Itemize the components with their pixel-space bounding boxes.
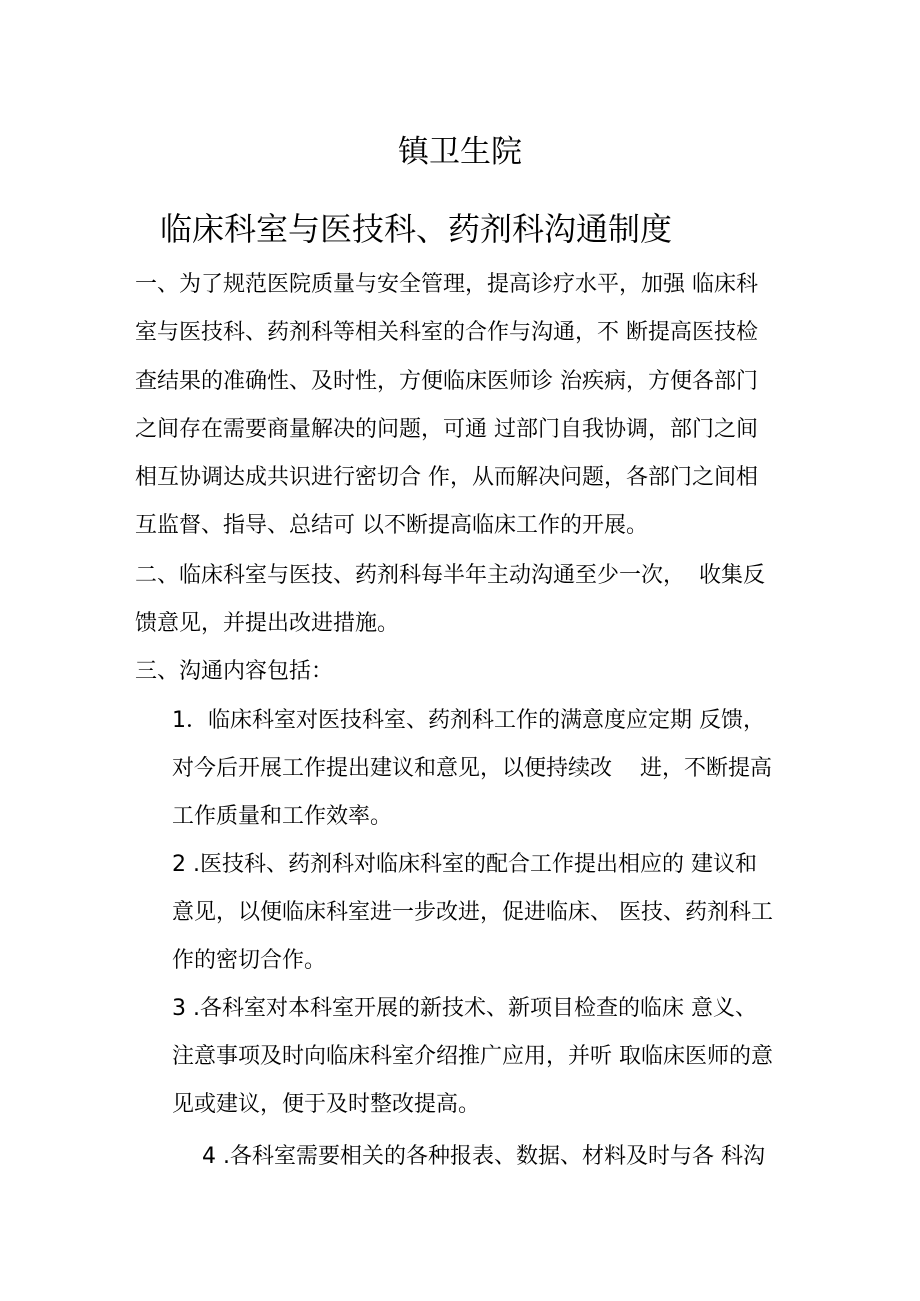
paragraph-line: 馈意见，并提出改进措施。 <box>135 611 400 636</box>
list-item-line: 4 .各科室需要相关的各种报表、数据、材料及时与各 科沟 <box>202 1144 765 1169</box>
paragraph-line: 三、沟通内容包括： <box>135 659 334 684</box>
list-item-line: 3 .各科室对本科室开展的新技术、新项目检查的临床 意义、 <box>172 996 757 1021</box>
paragraph-line: 查结果的准确性、及时性，方便临床医师诊 治疾病，方便各部门 <box>135 369 758 394</box>
list-item-line: 意见，以便临床科室进一步改进，促进临床、 医技、药剂科工 <box>172 900 773 925</box>
document-title: 镇卫生院 <box>398 134 522 170</box>
list-item-line: 工作质量和工作效率。 <box>172 804 393 829</box>
paragraph-line: 室与医技科、药剂科等相关科室的合作与沟通，不 断提高医技检 <box>135 320 758 345</box>
paragraph-line: 二、临床科室与医技、药剂科每半年主动沟通至少一次， 收集反 <box>135 563 765 588</box>
paragraph-line: 之间存在需要商量解决的问题，可通 过部门自我协调，部门之间 <box>135 417 758 442</box>
list-item-line: 2 .医技科、药剂科对临床科室的配合工作提出相应的 建议和 <box>172 852 757 877</box>
list-item-line: 注意事项及时向临床科室介绍推广应用，并听 取临床医师的意 <box>172 1044 773 1069</box>
paragraph-line: 一、为了规范医院质量与安全管理，提高诊疗水平，加强 临床科 <box>135 272 758 297</box>
list-item-line: 对今后开展工作提出建议和意见，以便持续改 进，不断提高 <box>172 756 772 781</box>
list-item-line: 1．临床科室对医技科室、药剂科工作的满意度应定期 反馈， <box>172 708 765 733</box>
document-subtitle: 临床科室与医技科、药剂科沟通制度 <box>160 210 673 248</box>
paragraph-line: 互监督、指导、总结可 以不断提高临床工作的开展。 <box>135 513 648 538</box>
paragraph-line: 相互协调达成共识进行密切合 作，从而解决问题，各部门之间相 <box>135 465 758 490</box>
list-item-line: 见或建议，便于及时整改提高。 <box>172 1092 481 1117</box>
list-item-line: 作的密切合作。 <box>172 948 327 973</box>
